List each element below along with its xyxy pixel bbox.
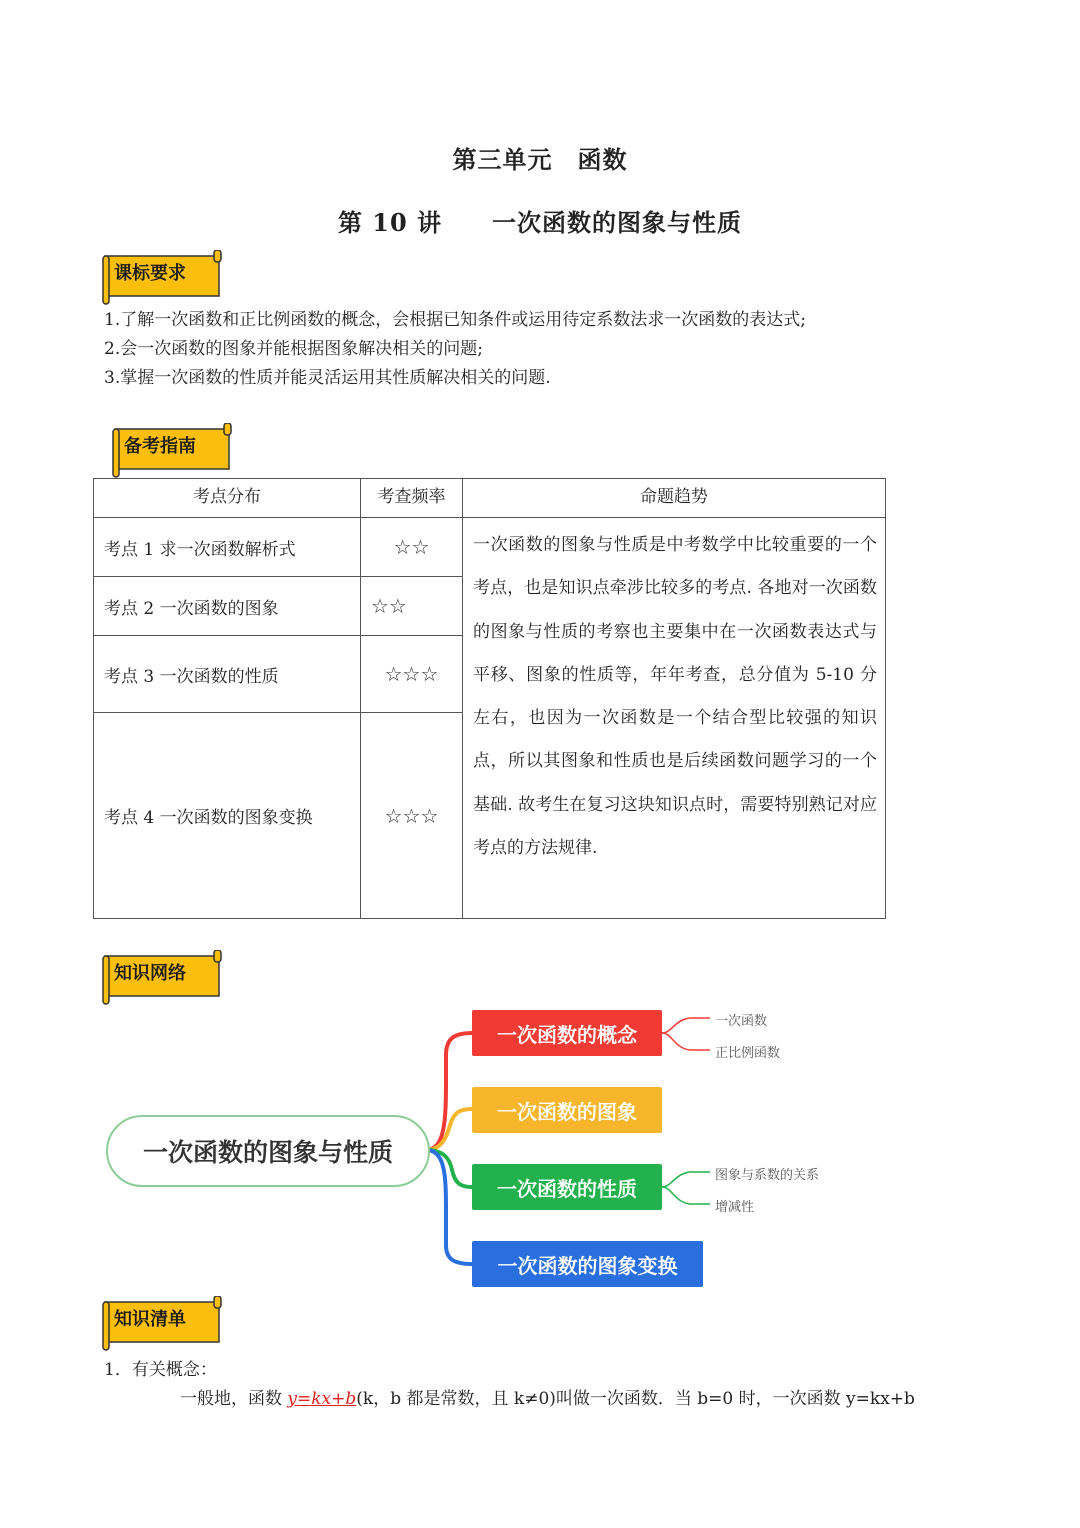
section-badge-list bbox=[100, 1296, 224, 1340]
requirements-list bbox=[104, 306, 806, 393]
linear-formula: y=kx+b bbox=[287, 1389, 357, 1409]
knowledge-definition: 一般地，函数 y=kx+b(k，b 都是常数，且 k≠0)叫做一次函数．当 b=0 时，一次函数 y=kx+b bbox=[180, 1389, 915, 1409]
lecture-title: 第 10 讲 一次函数的图象与性质 bbox=[337, 208, 743, 237]
exam-guide-table bbox=[93, 478, 886, 919]
exam-point: 考点 2 一次函数的图象 bbox=[94, 577, 361, 636]
mindmap-leaf: 图象与系数的关系 bbox=[715, 1168, 820, 1183]
mindmap-branch-property: 一次函数的性质 bbox=[472, 1164, 662, 1210]
table-header: 考点分布 bbox=[94, 479, 361, 518]
mindmap-leaf: 正比例函数 bbox=[715, 1046, 781, 1061]
trend-text: 一次函数的图象与性质是中考数学中比较重要的一个考点，也是知识点牵涉比较多的考点. 各地对一次函数的图象与性质的考察也主要集中在一次函数表达式与平移、图象的性质等，年年考查，总分值为 5-10 分左右，也因为一次函数是一个结合型比较强的知识点，所以其图象和性质也是后续函数问题学习的一个基础. 故考生在复习这块知识点时，需要特别熟记对应考点的方法规律. bbox=[463, 518, 886, 919]
mindmap-root: 一次函数的图象与性质 bbox=[106, 1115, 430, 1187]
unit-title: 第三单元 函数 bbox=[452, 145, 628, 174]
mindmap-branch-concept: 一次函数的概念 bbox=[472, 1010, 662, 1056]
table-header: 命题趋势 bbox=[463, 479, 886, 518]
requirement-item: 2.会一次函数的图象并能根据图象解决相关的问题; bbox=[104, 339, 483, 359]
exam-point: 考点 3 一次函数的性质 bbox=[94, 636, 361, 713]
section-title: 备考指南 bbox=[124, 436, 196, 457]
mindmap-leaf: 一次函数 bbox=[715, 1014, 768, 1029]
section-title: 课标要求 bbox=[114, 263, 186, 284]
mindmap-branch-graph: 一次函数的图象 bbox=[472, 1087, 662, 1133]
exam-point: 考点 4 一次函数的图象变换 bbox=[94, 713, 361, 919]
section-title: 知识网络 bbox=[114, 963, 186, 984]
exam-point: 考点 1 求一次函数解析式 bbox=[94, 518, 361, 577]
section-badge-guide bbox=[110, 423, 234, 467]
requirement-item: 3.掌握一次函数的性质并能灵活运用其性质解决相关的问题. bbox=[104, 368, 551, 388]
requirement-item: 1.了解一次函数和正比例函数的概念，会根据已知条件或运用待定系数法求一次函数的表达式; bbox=[104, 310, 806, 330]
section-badge-network bbox=[100, 950, 224, 994]
table-row bbox=[94, 518, 886, 577]
mindmap-branch-transform: 一次函数的图象变换 bbox=[472, 1241, 703, 1287]
section-badge-requirements bbox=[100, 250, 224, 294]
frequency-stars: ☆☆ bbox=[361, 577, 463, 636]
frequency-stars: ☆☆☆ bbox=[361, 713, 463, 919]
section-title: 知识清单 bbox=[114, 1309, 186, 1330]
mindmap-leaf: 增减性 bbox=[715, 1200, 755, 1215]
table-header: 考查频率 bbox=[361, 479, 463, 518]
knowledge-item-title: 1．有关概念： bbox=[104, 1360, 217, 1380]
frequency-stars: ☆☆☆ bbox=[361, 636, 463, 713]
frequency-stars: ☆☆ bbox=[361, 518, 463, 577]
